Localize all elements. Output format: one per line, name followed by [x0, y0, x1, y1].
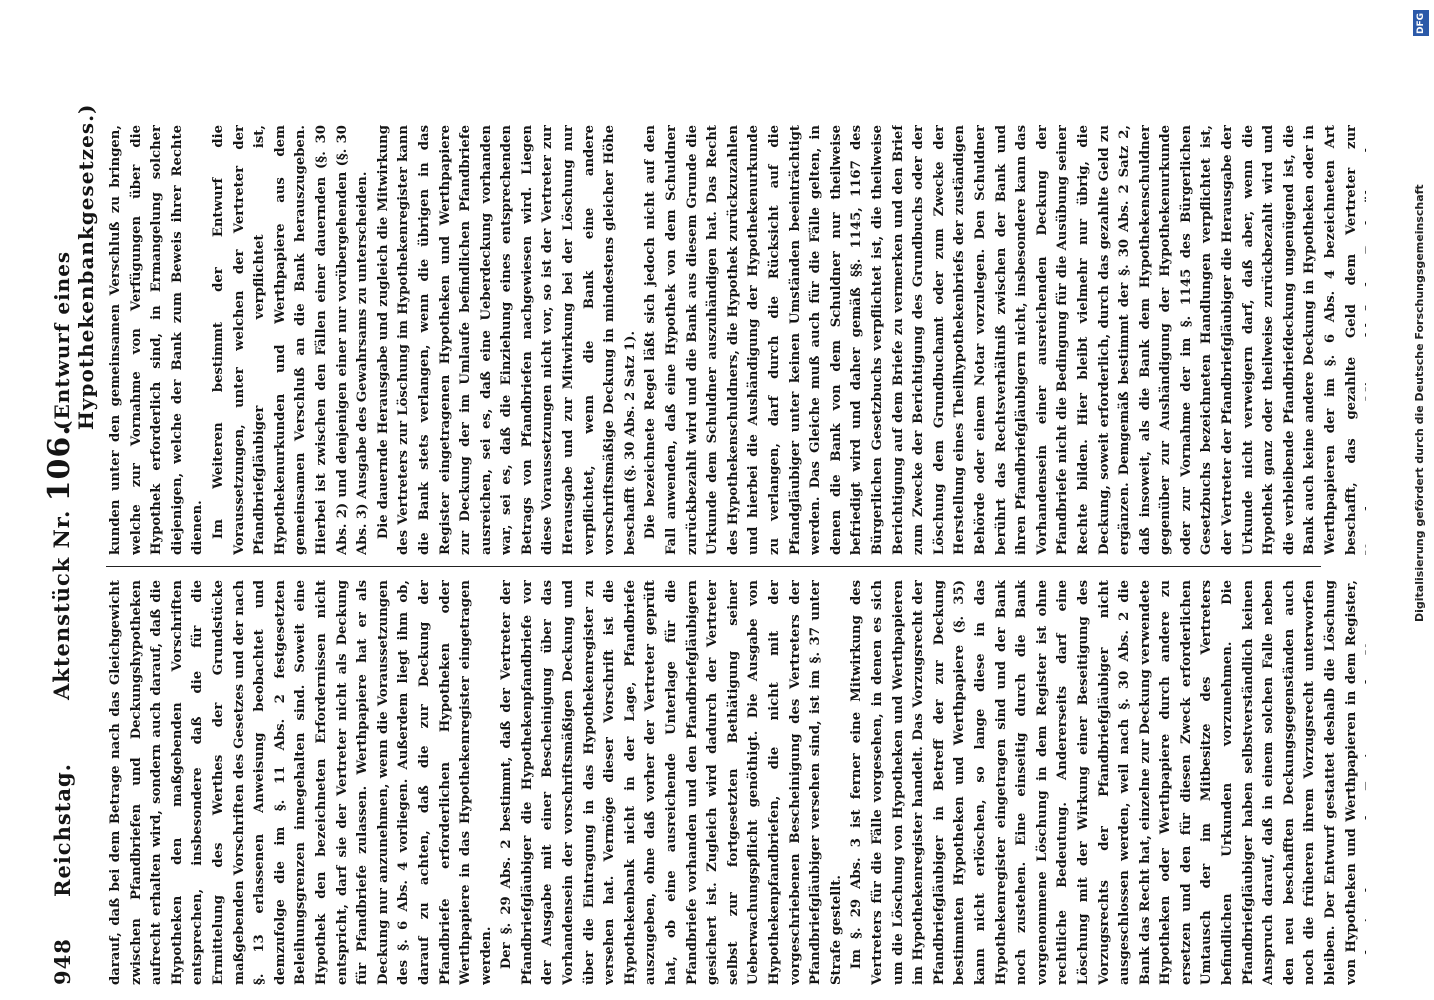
header-document-number [42, 424, 77, 700]
paragraph: kunden unter den gemeinsamen Verschluß zu bringen, welche zur Vornahme von Verfügungen über die Hypothek erforderlich sind, in Ermangelung solcher diejenigen, welche der Bank zum Beweis ihrer Rechte dienen. [108, 125, 206, 555]
right-column [106, 125, 1366, 555]
dfg-logo-icon: DFG [1413, 10, 1429, 36]
header-number: 106. [42, 424, 77, 502]
page-header [42, 60, 98, 985]
header-right: (Entwurf eines Hypothekenbankgesetzes.) [50, 103, 98, 430]
paragraph: Im §. 29 Abs. 3 ist ferner eine Mitwirkung des Vertreters für die Fälle vorgesehen, in denen es sich um die Löschung von Hypotheken und Werthpapieren im Hypothekenregister handelt. Das Vorzugsrecht der Pfandbriefgläubiger in Betreff der zur Deckung bestimmten Hypotheken und Werthpapiere (§. 35) kann nicht erlöschen, so lange diese in das Hypothekenregister eingetragen sind und der Bank noch zustehen. Eine einseitig durch die Bank vorgenommene Löschung in dem Register ist ohne rechtliche Bedeutung. Andererseits darf eine Löschung mit der Wirkung einer Beseitigung des Vorzugsrechts der Pfandbriefgläubiger nicht ausgeschlossen werden, weil nach §. 30 Abs. 2 die Bank das Recht hat, einzelne zur Deckung verwendete Hypotheken oder Werthpapiere durch andere zu ersetzen und den für diesen Zweck erforderlichen Umtausch der im Mitbesitze des Vertreters befindlichen Urkunden vorzunehmen. Die Pfandbriefgläubiger haben selbstverständlich keinen Anspruch darauf, daß in einem solchen Falle neben den neu beschafften Deckungsgegenständen auch noch die früheren ihrem Vorzugsrecht unterworfen bleiben. Der Entwurf gestattet deshalb die Löschung von Hypotheken und Werthpapieren in dem Register, [849, 580, 1359, 985]
paragraph: Die dauernde Herausgabe und zugleich die Mitwirkung des Vertreters zur Löschung im Hypothekenregister kann die Bank stets verlangen, wenn die übrigen in das Register eingetragenen Hypotheken und Werthpapiere zur Deckung der im Umlaufe befindlichen Pfandbriefe ausreichen, sei es, daß eine Ueberdeckung vorhanden war, sei es, daß die Einziehung eines entsprechenden Betrags von Pfandbriefen nachgewiesen wird. Liegen diese Voraussetzungen nicht vor, so ist der Vertreter zur Herausgabe und zur Mitwirkung bei der Löschung nur verpflichtet, wenn die Bank eine andere vorschriftsmäßige Deckung in mindestens gleicher Höhe beschafft (§. 30 Abs. 2 Satz 1). [375, 125, 638, 555]
page-number: 948 [50, 938, 75, 985]
column-divider [106, 566, 1321, 567]
rotated-page [42, 60, 1370, 985]
paragraph: Im Weiteren bestimmt der Entwurf die Voraussetzungen, unter welchen der Vertreter der Pfandbriefgläubiger verpflichtet ist, Hypothekenurkunden und Werthpapiere aus dem gemeinsamen Verschluß an die Bank herauszugeben. Hierbei ist zwischen den Fällen einer dauernden (§. 30 Abs. 2) und denjenigen einer nur vorübergehenden (§. 30 Abs. 3) Ausgabe des Gewahrsams zu unterscheiden. [210, 125, 371, 555]
left-column [106, 580, 1366, 985]
digitization-watermark: Digitalisierung gefördert durch die Deutsche Forschungsgemeinschaft [1413, 184, 1426, 622]
header-prefix: Aktenstück Nr. [49, 509, 74, 700]
header-left: Reichstag. [50, 763, 75, 897]
paragraph: Die bezeichnete Regel läßt sich jedoch nicht auf den Fall anwenden, daß eine Hypothek von dem Schuldner zurückbezahlt wird und die Bank aus diesem Grunde die Urkunde dem Schuldner auszuhändigen hat. Das Recht des Hypothekenschuldners, die Hypothek zurückzuzahlen und hierbei die Aushändigung der Hypothekenurkunde zu verlangen, darf durch die Rücksicht auf die Pfandgläubiger unter keinen Umständen beeinträchtigt werden. Das Gleiche muß auch für die Fälle gelten, in denen die Bank von dem Schuldner nur theilweise befriedigt wird und daher gemäß §§. 1145, 1167 des Bürgerlichen Gesetzbuchs verpflichtet ist, die theilweise Berichtigung auf dem Briefe zu vermerken und den Brief zum Zwecke der Berichtigung des Grundbuchs oder der Löschung dem Grundbuchamt oder zum Zwecke der Herstellung eines Theilhypothekenbriefs der zuständigen Behörde oder einem Notar vorzulegen. Den Schuldner berührt das Rechtsverhältniß zwischen der Bank und ihren Pfandbriefgläubigern nicht, insbesondere kann das Vorhandensein einer ausreichenden Deckung der Pfandbriefe nicht die Bedingung für die Ausübung seiner Rechte bilden. Hier bleibt vielmehr nur übrig, die Deckung, soweit erforderlich, durch das gezahlte Geld zu ergänzen. Demgemäß bestimmt der §. 30 Abs. 2 Satz 2, daß insoweit, als die Bank dem Hypothekenschuldner gegenüber zur Aushändigung der Hypothekenurkunde oder zur Vornahme der im §. 1145 des Bürgerlichen Gesetzbuchs bezeichneten Handlungen verpflichtet ist, der Vertreter der Pfandbriefgläubiger die Herausgabe der Urkunde nicht verweigern darf, daß aber, wenn die Hypothek ganz oder theilweise zurückbezahlt wird und die verbleibende Pfandbriefdeckung ungenügend ist, die Bank auch keine andere Deckung in Hypotheken oder in Werthpapieren der im §. 6 Abs. 4 bezeichneten Art beschafft, das gezahlte Geld dem Vertreter zur [643, 125, 1359, 555]
paragraph: darauf, daß bei dem Betrage nach das Gleichgewicht zwischen Pfandbriefen und Deckungshypotheken aufrecht erhalten wird, sondern auch darauf, daß die Hypotheken den maßgebenden Vorschriften entsprechen, insbesondere daß die für die Ermittelung des Werthes der Grundstücke maßgebenden Vorschriften des Gesetzes und der nach §. 13 erlassenen Anweisung beobachtet und demzufolge die im §. 11 Abs. 2 festgesetzten Beleihungsgrenzen innegehalten sind. Soweit eine Hypothek den bezeichneten Erfordernissen nicht entspricht, darf sie der Vertreter nicht als Deckung für Pfandbriefe zulassen. Werthpapiere hat er als Deckung nur anzunehmen, wenn die Voraussetzungen des §. 6 Abs. 4 vorliegen. Außerdem liegt ihm ob, darauf zu achten, daß die zur Deckung der Pfandbriefe erforderlichen Hypotheken oder Werthpapiere in das Hypothekenregister eingetragen werden. [108, 580, 494, 985]
paragraph: Der §. 29 Abs. 2 bestimmt, daß der Vertreter der Pfandbriefgläubiger die Hypothekenpfandbriefe vor der Ausgabe mit einer Bescheinigung über das Vorhandensein der vorschriftsmäßigen Deckung und über die Eintragung in das Hypothekenregister zu versehen hat. Vermöge dieser Vorschrift ist die Hypothekenbank nicht in der Lage, Pfandbriefe auszugeben, ohne daß vorher der Vertreter geprüft hat, ob eine ausreichende Unterlage für die Pfandbriefe vorhanden und den Pfandbriefgläubigern gesichert ist. Zugleich wird dadurch der Vertreter selbst zur fortgesetzten Bethätigung seiner Ueberwachungspflicht genöthigt. Die Ausgabe von Hypothekenpfandbriefen, die nicht mit der vorgeschriebenen Bescheinigung des Vertreters der Pfandbriefgläubiger versehen sind, ist im §. 37 unter Strafe gestellt. [499, 580, 844, 985]
